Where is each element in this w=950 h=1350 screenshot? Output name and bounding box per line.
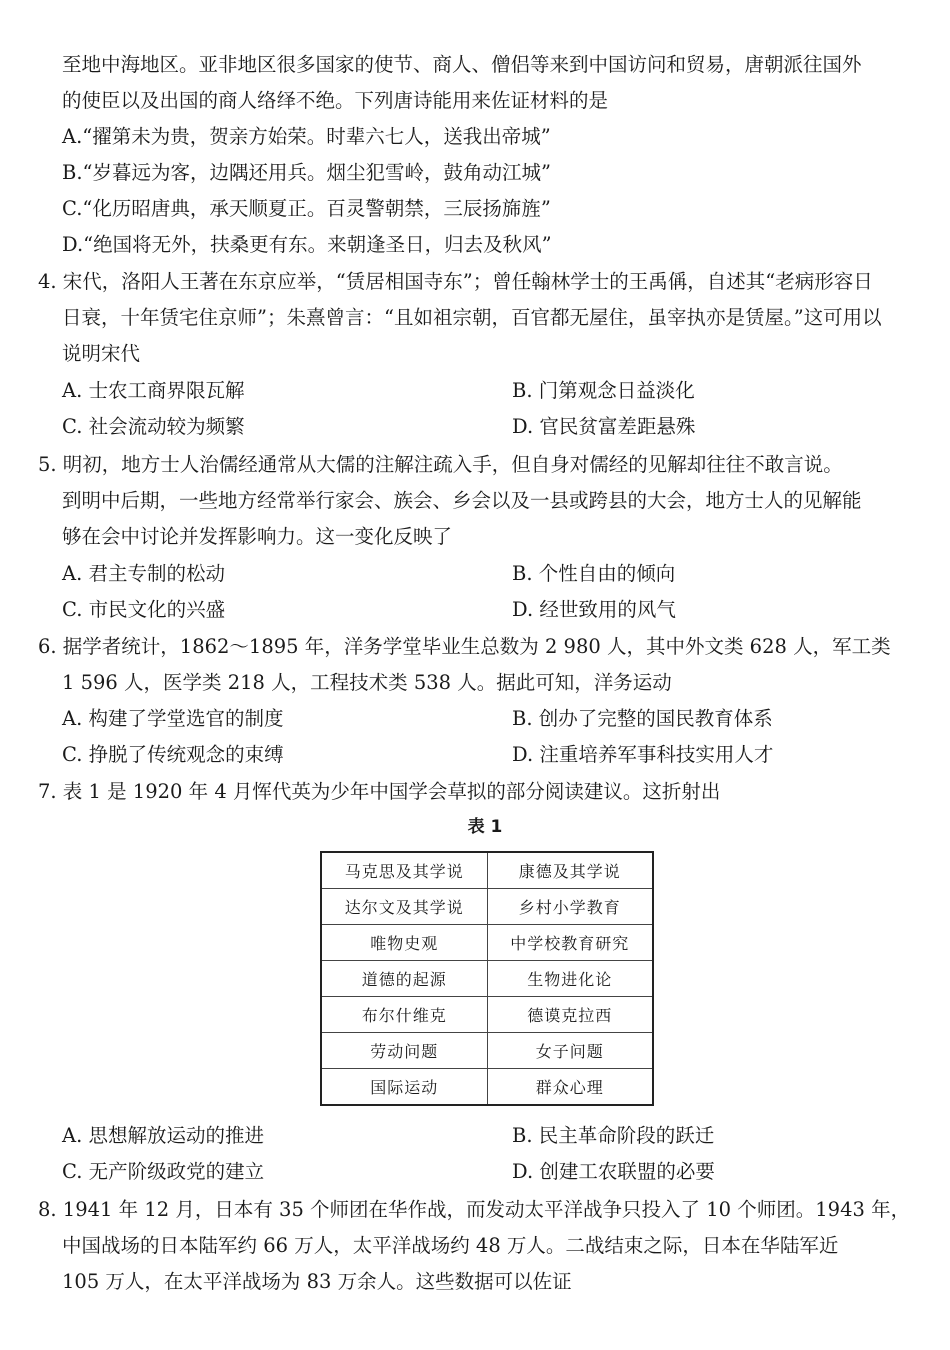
q3-option-c: C.“化历昭唐典，承天顺夏正。百灵警朝禁，三辰扬旆旌” xyxy=(62,197,551,220)
table-cell: 布尔什维克 xyxy=(321,997,487,1033)
q4-option-c: C. 社会流动较为频繁 xyxy=(62,415,245,438)
q7-option-b: B. 民主革命阶段的跃迁 xyxy=(512,1124,715,1147)
table-cell: 达尔文及其学说 xyxy=(321,889,487,925)
table-row xyxy=(321,1069,653,1106)
q5-stem-line-1: 5. 明初，地方士人治儒经通常从大儒的注解注疏入手，但自身对儒经的见解却往往不敢言说。 xyxy=(38,453,843,476)
q5-option-c: C. 市民文化的兴盛 xyxy=(62,598,226,621)
q4-stem-line-1: 4. 宋代，洛阳人王著在东京应举，“赁居相国寺东”；曾任翰林学士的王禹偁，自述其“老病形容日 xyxy=(38,270,873,293)
table-cell: 国际运动 xyxy=(321,1069,487,1106)
q4-stem-line-2: 日衰，十年赁宅住京师”；朱熹曾言：“且如祖宗朝，百官都无屋住，虽宰执亦是赁屋。”这可用以 xyxy=(62,306,882,329)
q3-stem-line-1: 至地中海地区。亚非地区很多国家的使节、商人、僧侣等来到中国访问和贸易，唐朝派往国外 xyxy=(62,53,862,76)
q5-option-a: A. 君主专制的松动 xyxy=(62,562,225,585)
table-cell: 马克思及其学说 xyxy=(321,852,487,889)
q3-option-b: B.“岁暮远为客，边隅还用兵。烟尘犯雪岭，鼓角动江城” xyxy=(62,161,551,184)
q8-stem-line-3: 105 万人，在太平洋战场为 83 万余人。这些数据可以佐证 xyxy=(62,1270,572,1293)
table-row xyxy=(321,852,653,889)
table-row xyxy=(321,925,653,961)
q6-option-b: B. 创办了完整的国民教育体系 xyxy=(512,707,773,730)
q3-option-d: D.“绝国将无外，扶桑更有东。来朝逢圣日，归去及秋风” xyxy=(62,233,552,256)
q5-option-b: B. 个性自由的倾向 xyxy=(512,562,676,585)
table-cell: 生物进化论 xyxy=(487,961,653,997)
table-row xyxy=(321,961,653,997)
q4-stem-line-3: 说明宋代 xyxy=(62,342,141,365)
q8-stem-line-2: 中国战场的日本陆军约 66 万人，太平洋战场约 48 万人。二战结束之际，日本在华陆军近 xyxy=(62,1234,839,1257)
table-cell: 道德的起源 xyxy=(321,961,487,997)
q6-option-a: A. 构建了学堂选官的制度 xyxy=(62,707,284,730)
q5-stem-line-3: 够在会中讨论并发挥影响力。这一变化反映了 xyxy=(62,525,453,548)
q5-option-d: D. 经世致用的风气 xyxy=(512,598,676,621)
q4-option-d: D. 官民贫富差距悬殊 xyxy=(512,415,696,438)
q7-option-d: D. 创建工农联盟的必要 xyxy=(512,1160,715,1183)
q3-option-a: A.“擢第未为贵，贺亲方始荣。时辈六七人，送我出帝城” xyxy=(62,125,551,148)
table-row xyxy=(321,997,653,1033)
table-cell: 群众心理 xyxy=(487,1069,653,1106)
table-cell: 康德及其学说 xyxy=(487,852,653,889)
table-cell: 女子问题 xyxy=(487,1033,653,1069)
q6-stem-line-1: 6. 据学者统计，1862～1895 年，洋务学堂毕业生总数为 2 980 人，其中外文类 628 人，军工类 xyxy=(38,635,891,658)
q7-option-a: A. 思想解放运动的推进 xyxy=(62,1124,264,1147)
table-cell: 劳动问题 xyxy=(321,1033,487,1069)
q6-option-c: C. 挣脱了传统观念的束缚 xyxy=(62,743,284,766)
reading-list-table xyxy=(320,851,654,1106)
table-cell: 中学校教育研究 xyxy=(487,925,653,961)
q8-stem-line-1: 8. 1941 年 12 月，日本有 35 个师团在华作战，而发动太平洋战争只投入了 10 个师团。1943 年， xyxy=(38,1198,911,1221)
q7-option-c: C. 无产阶级政党的建立 xyxy=(62,1160,265,1183)
q4-option-b: B. 门第观念日益淡化 xyxy=(512,379,695,402)
table-caption: 表 1 xyxy=(467,817,503,837)
q7-stem-line-1: 7. 表 1 是 1920 年 4 月恽代英为少年中国学会草拟的部分阅读建议。这折射出 xyxy=(38,780,721,803)
q6-stem-line-2: 1 596 人，医学类 218 人，工程技术类 538 人。据此可知，洋务运动 xyxy=(62,671,672,694)
q3-stem-line-2: 的使臣以及出国的商人络绎不绝。下列唐诗能用来佐证材料的是 xyxy=(62,89,609,112)
table-row xyxy=(321,1033,653,1069)
table-cell: 德谟克拉西 xyxy=(487,997,653,1033)
q5-stem-line-2: 到明中后期，一些地方经常举行家会、族会、乡会以及一县或跨县的大会，地方士人的见解能 xyxy=(62,489,862,512)
table-cell: 唯物史观 xyxy=(321,925,487,961)
q6-option-d: D. 注重培养军事科技实用人才 xyxy=(512,743,774,766)
table-cell: 乡村小学教育 xyxy=(487,889,653,925)
table-row xyxy=(321,889,653,925)
q4-option-a: A. 士农工商界限瓦解 xyxy=(62,379,245,402)
